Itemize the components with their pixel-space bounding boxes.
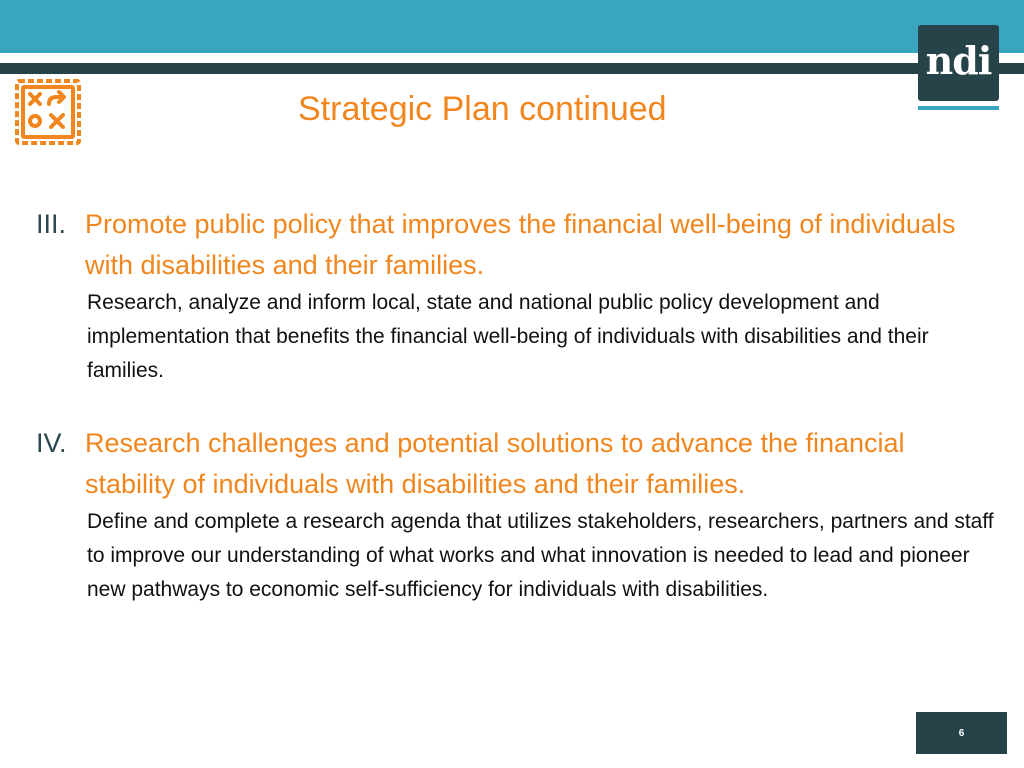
- logo-text: ndi: [925, 38, 992, 83]
- logo-underline: [918, 106, 999, 110]
- section-number: III.: [36, 209, 67, 239]
- header-stripe: [0, 63, 1024, 74]
- page-title: Strategic Plan continued: [298, 90, 667, 128]
- section-iv: [36, 423, 1006, 607]
- header-band: [0, 0, 1024, 53]
- strategy-plan-icon: [13, 77, 83, 147]
- section-iii: [36, 204, 1006, 388]
- ndi-logo: [918, 25, 999, 101]
- section-number: IV.: [36, 428, 67, 458]
- section-heading: Research challenges and potential solutions to advance the financial stability of individuals with disabilities and their families.: [85, 428, 905, 499]
- page-number: 6: [916, 712, 1007, 754]
- section-body: Research, analyze and inform local, state and national public policy development and implementation that benefits the financial well-being of individuals with disabilities and their families.: [87, 291, 929, 382]
- section-body: Define and complete a research agenda that utilizes stakeholders, researchers, partners and staff to improve our understanding of what works and what innovation is needed to lead and pioneer new pathways to economic self-sufficiency for individuals with disabilities.: [87, 510, 994, 601]
- section-heading: Promote public policy that improves the financial well-being of individuals with disabilities and their families.: [85, 209, 956, 280]
